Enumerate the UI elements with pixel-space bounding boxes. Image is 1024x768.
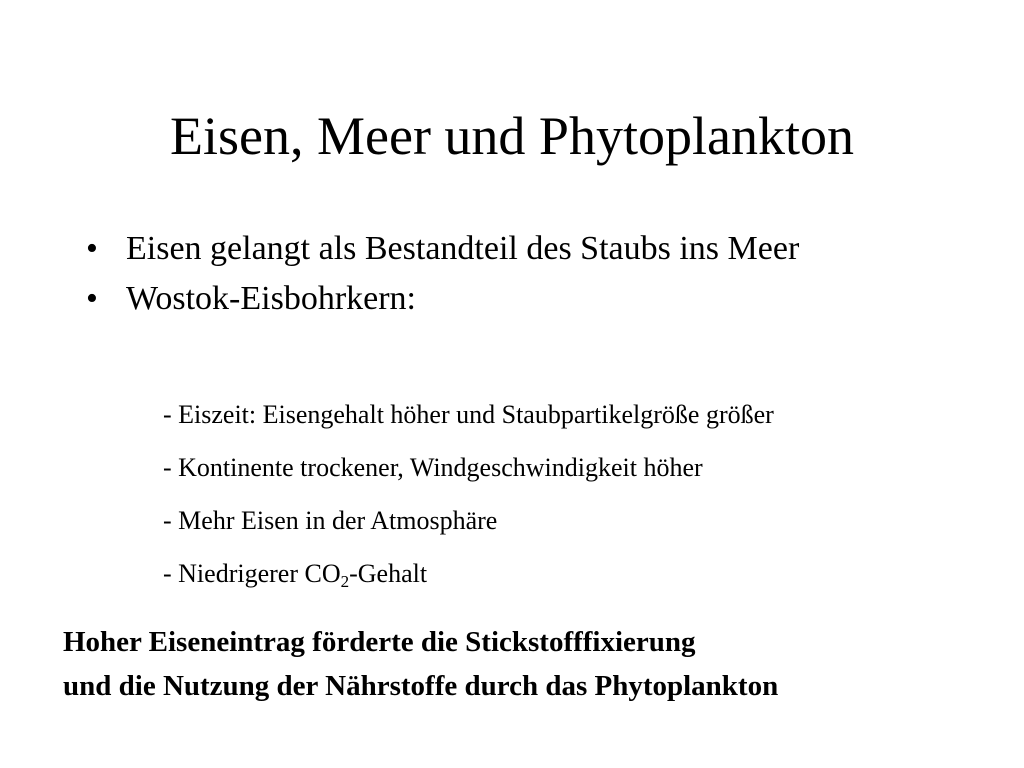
co2-subscript: 2: [340, 572, 350, 591]
bullet-text: Wostok-Eisbohrkern:: [126, 280, 416, 317]
sub-bullet-list: [163, 397, 1003, 609]
conclusion-line-1: Hoher Eiseneintrag förderte die Stickstofffixierung: [63, 626, 696, 658]
sub-item-continents: - Kontinente trockener, Windgeschwindigkeit höher: [163, 453, 703, 482]
bullet-list: [82, 226, 982, 326]
bullet-marker: •: [86, 280, 98, 317]
slide-title: Eisen, Meer und Phytoplankton: [170, 106, 854, 166]
co2-prefix: - Niedrigerer CO: [163, 559, 341, 588]
conclusion-line-2: und die Nutzung der Nährstoffe durch das Phytoplankton: [63, 670, 779, 702]
bullet-text: Eisen gelangt als Bestandteil des Staubs ins Meer: [126, 230, 800, 267]
bullet-item-wostok: [82, 276, 982, 322]
co2-suffix: -Gehalt: [349, 559, 428, 588]
sub-item-ice-age: - Eiszeit: Eisengehalt höher und Staubpartikelgröße größer: [163, 400, 774, 429]
sub-item-co2: [163, 556, 1003, 592]
sub-item-atmosphere: - Mehr Eisen in der Atmosphäre: [163, 506, 498, 535]
conclusion-text: [63, 620, 1003, 708]
bullet-marker: •: [86, 230, 98, 267]
bullet-item-iron-dust: [82, 226, 982, 272]
